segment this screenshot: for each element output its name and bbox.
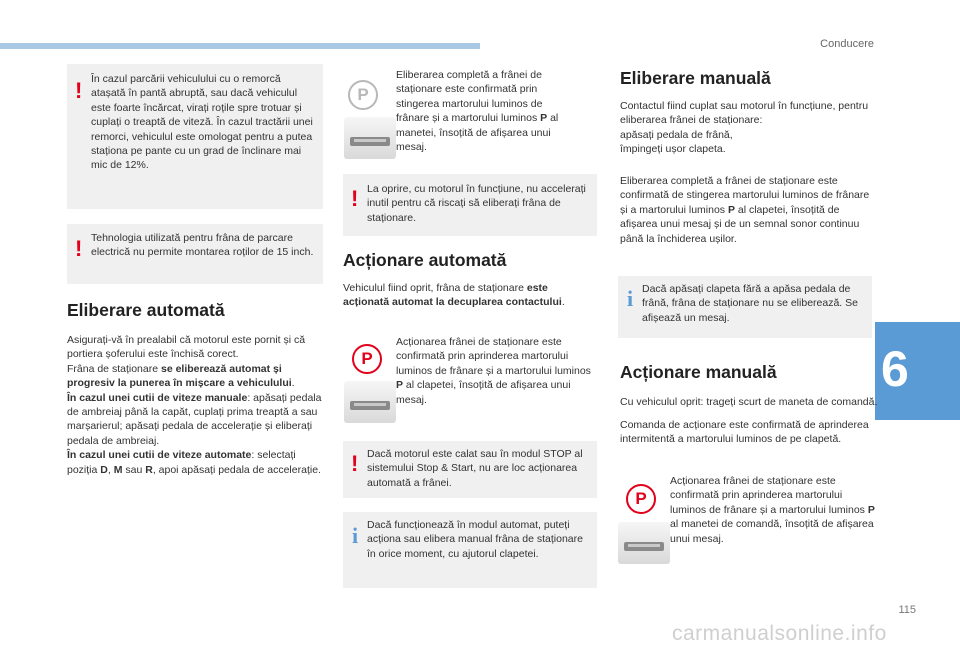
chapter-tab	[875, 322, 960, 420]
warning-icon: !	[351, 451, 359, 476]
parking-brake-icon	[352, 344, 382, 374]
bold-text: P	[396, 379, 404, 392]
info-text: Dacă apăsați clapeta fără a apăsa pedala de frână, frâna de staționare nu se eliberează. Se afișează un mesaj.	[642, 283, 858, 324]
heading-eliberare-automata: Eliberare automată	[67, 300, 225, 320]
bullet-item	[620, 128, 878, 142]
bold-text: În cazul unei cutii de viteze manuale	[67, 391, 248, 404]
text: al clapetei, însoțită de afișarea unui mesaj.	[396, 379, 571, 406]
manual-confirm-text: Comanda de acționare este confirmată de aprinderea intermitentă a martorului luminos de pe clapetă.	[620, 419, 869, 446]
paragraph	[67, 391, 325, 449]
body-eliberare-automata	[67, 333, 325, 477]
text: : selectați poziția	[67, 449, 296, 476]
warning-box-trailer	[67, 64, 323, 209]
section-title: Conducere	[820, 38, 874, 50]
text: : apăsați pedala de ambreiaj până la capăt, cuplați prima treaptă a sau marșarierul; apăsați pedala de accelerație și eliberați pedala de ambreiaj.	[67, 391, 322, 447]
warning-icon: !	[75, 78, 83, 103]
bold-text: se eliberează automat și progresiv la punerea în mișcare a vehiculului	[67, 362, 292, 390]
warning-text: Dacă motorul este calat sau în modul STOP al sistemului Stop & Start, nu are loc acționarea automată a frânei.	[367, 448, 583, 489]
paragraph	[67, 448, 325, 477]
bold-text: P	[867, 503, 875, 516]
warning-box-stop-start	[343, 441, 597, 498]
chapter-number: 6	[881, 341, 909, 397]
heading-eliberare-manuala: Eliberare manuală	[620, 68, 771, 88]
text: .	[561, 296, 565, 309]
parking-brake-icon	[626, 484, 656, 514]
info-icon: i	[627, 286, 634, 311]
text: Eliberarea completă a frânei de staționare este confirmată de stingerea martorului luminos de frânare și a martorului luminos	[620, 175, 870, 216]
text: sau	[122, 463, 146, 476]
bold-text: M	[113, 463, 123, 476]
text: , apoi apăsați pedala de accelerație.	[152, 463, 321, 476]
icon-letter: P	[357, 85, 369, 104]
icon-letter: P	[635, 489, 647, 508]
info-box-lever-no-brake	[618, 276, 872, 338]
parking-lever-image	[344, 381, 396, 423]
text: Acționarea frânei de staționare este confirmată prin aprinderea martorului luminos de frânare și a martorului luminos	[670, 475, 868, 516]
icon-letter: P	[361, 349, 373, 368]
info-box-automatic-mode	[343, 512, 597, 588]
parking-brake-icon	[348, 80, 378, 110]
warning-icon: !	[351, 186, 359, 211]
warning-text-2: În cazul tractării unei remorci, vehiculul este omologat pentru a putea staționa pe pante cu un grad de înclinare mai mic de 12%.	[91, 116, 313, 172]
warning-box-wheels	[67, 224, 323, 284]
warning-text: Tehnologia utilizată pentru frâna de parcare electrică nu permite montarea roților de 15 inch.	[91, 232, 314, 259]
parking-lever-image	[618, 522, 670, 564]
text: Eliberarea completă a frânei de staționare este confirmată prin stingerea martorului luminos de frânare și a martorului luminos	[396, 69, 543, 125]
watermark: carmanualsonline.info	[672, 622, 887, 645]
warning-text: La oprire, cu motorul în funcțiune, nu accelerați inutil pentru că riscați să eliberați frâna de staționare.	[367, 183, 586, 224]
body-actionare-automata	[343, 281, 593, 310]
text: apăsați pedala de frână,	[620, 128, 733, 141]
text: Acționarea frânei de staționare este confirmată prin aprinderea martorului luminos de frânare și a martorului luminos	[396, 336, 591, 377]
apply-confirm-manual-text	[670, 474, 876, 546]
heading-actionare-automata: Acționare automată	[343, 250, 507, 270]
heading-actionare-manuala: Acționare manuală	[620, 362, 777, 382]
text: al manetei, însoțită de afișarea unui mesaj.	[396, 112, 559, 154]
info-icon: i	[352, 523, 359, 548]
info-text: Dacă funcționează în modul automat, puteți acționa sau elibera manual frâna de staționare în orice moment, cu ajutorul clapetei.	[367, 519, 583, 560]
bold-text: R	[145, 463, 153, 476]
release-confirm-manual-text	[620, 174, 878, 246]
text: împingeți ușor clapeta.	[620, 143, 726, 156]
bold-text: P	[540, 112, 548, 125]
bold-text: D	[100, 463, 108, 476]
text: al manetei de comandă, însoțită de afișarea unui mesaj.	[670, 518, 874, 545]
bold-text: este acționată automat la decuplarea contactului	[343, 282, 562, 309]
warning-text-1: În cazul parcării vehiculului cu o remorcă atașată în pantă abruptă, sau dacă vehiculul este foarte încărcat, virați roțile spre trotuar și cuplați o treaptă de viteză.	[91, 73, 302, 129]
header-bar	[0, 43, 480, 49]
text: .	[291, 377, 295, 390]
warning-icon: !	[75, 236, 83, 261]
page-number: 115	[898, 604, 916, 616]
paragraph: Asigurați-vă în prealabil că motorul este pornit și că portiera șoferului este închisă corect.	[67, 334, 306, 361]
bold-text: În cazul unei cutii de viteze automate	[67, 449, 252, 462]
bullet-item	[620, 142, 878, 156]
paragraph	[67, 362, 325, 391]
bold-text: P	[727, 203, 735, 216]
parking-lever-image	[344, 117, 396, 159]
text: Frâna de staționare	[67, 362, 161, 375]
text: al clapetei, însoțită de afișarea unui mesaj și de un semnal sonor continuu până la închiderea ușilor.	[620, 203, 860, 245]
pull-lever-text: Cu vehiculul oprit: trageți scurt de maneta de comandă.	[620, 396, 878, 408]
body-eliberare-manuala	[620, 99, 878, 157]
warning-text	[91, 72, 317, 173]
text: ,	[107, 463, 114, 476]
paragraph: Contactul fiind cuplat sau motorul în funcțiune, pentru eliberarea frânei de staționare:	[620, 100, 869, 127]
text: Vehiculul fiind oprit, frâna de staționare	[343, 282, 527, 294]
warning-box-accelerate	[343, 174, 597, 236]
apply-confirm-text	[396, 335, 596, 407]
release-confirm-text	[396, 68, 572, 154]
